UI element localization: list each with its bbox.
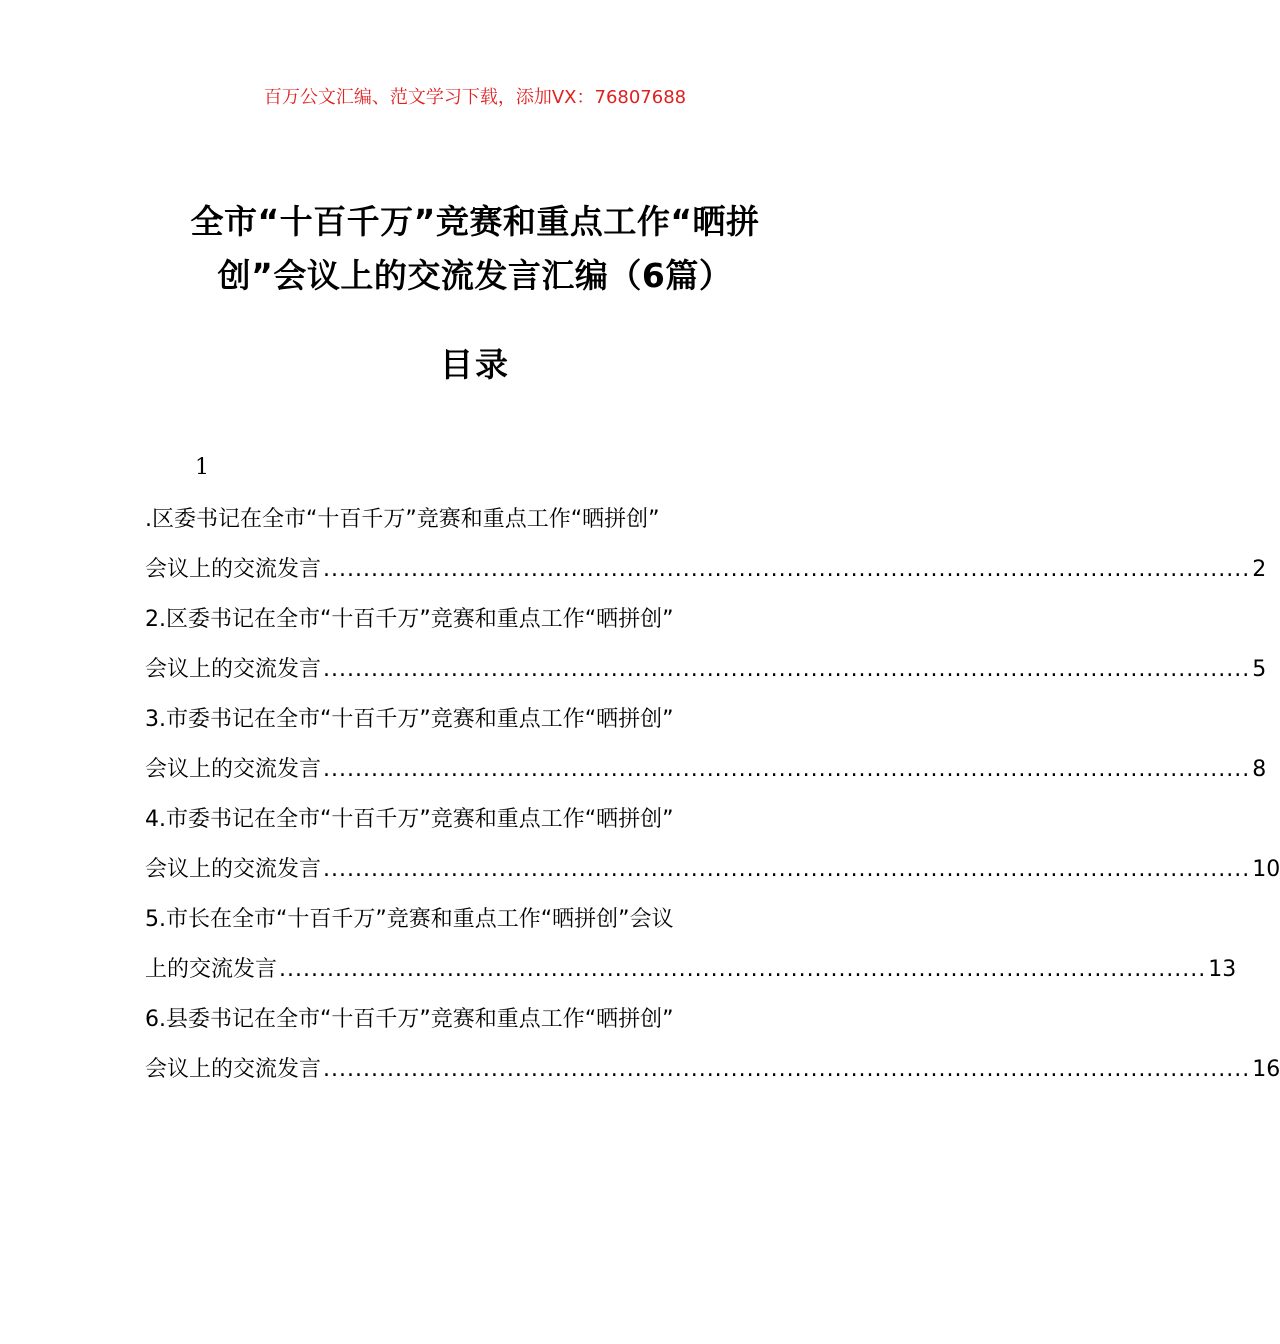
promo-header: 百万公文汇编、范文学习下载，添加VX：76807688 [263,87,687,108]
toc-dot-leader: .................................................................................................................... [323,857,1251,882]
document-title [140,195,810,303]
toc-entry-leader-line [145,745,1267,795]
toc-entry-2[interactable] [145,595,1267,695]
toc-entry-title-cont: 会议上的交流发言 [145,657,322,682]
toc-dot-leader: .................................................................................................................... [323,1057,1251,1082]
toc-entry-title: .区委书记在全市“十百千万”竞赛和重点工作“晒拼创” [145,507,660,532]
toc-entry-title: 3.市委书记在全市“十百千万”竞赛和重点工作“晒拼创” [145,707,674,732]
toc-dot-leader: .................................................................................................................... [279,957,1207,982]
toc-entry-4[interactable] [145,795,1280,895]
toc-heading: 目录 [440,345,510,384]
toc-page-number: 10 [1252,857,1280,882]
toc-first-number: 1 [195,455,209,480]
toc-entry-title: 5.市长在全市“十百千万”竞赛和重点工作“晒拼创”会议 [145,907,674,932]
toc-dot-leader: .................................................................................................................... [323,657,1251,682]
toc-dot-leader: .................................................................................................................... [323,757,1251,782]
toc-entry-leader-line [145,545,1267,595]
toc-page-number: 13 [1208,957,1237,982]
toc-entry-leader-line [145,845,1280,895]
toc-entry-title-cont: 会议上的交流发言 [145,557,322,582]
toc-page-number: 16 [1252,1057,1280,1082]
title-line-2: 创”会议上的交流发言汇编（6篇） [217,256,733,295]
toc-entry-5[interactable] [145,895,1237,995]
toc-entry-leader-line [145,645,1267,695]
toc-entry-title-cont: 会议上的交流发言 [145,757,322,782]
toc-page-number: 8 [1252,757,1267,782]
toc-page-number: 2 [1252,557,1267,582]
toc-entry-leader-line [145,1045,1280,1095]
toc-entry-leader-line [145,945,1237,995]
toc-entry-title-cont: 上的交流发言 [145,957,278,982]
table-of-contents [145,495,1280,1095]
toc-entry-title-cont: 会议上的交流发言 [145,1057,322,1082]
toc-entry-title-cont: 会议上的交流发言 [145,857,322,882]
toc-entry-3[interactable] [145,695,1267,795]
toc-dot-leader: .................................................................................................................... [323,557,1251,582]
toc-entry-1[interactable] [145,495,1267,595]
toc-entry-6[interactable] [145,995,1280,1095]
toc-entry-title: 6.县委书记在全市“十百千万”竞赛和重点工作“晒拼创” [145,1007,674,1032]
toc-entry-title: 4.市委书记在全市“十百千万”竞赛和重点工作“晒拼创” [145,807,674,832]
title-line-1: 全市“十百千万”竞赛和重点工作“晒拼 [190,202,760,241]
toc-entry-title: 2.区委书记在全市“十百千万”竞赛和重点工作“晒拼创” [145,607,674,632]
toc-page-number: 5 [1252,657,1267,682]
